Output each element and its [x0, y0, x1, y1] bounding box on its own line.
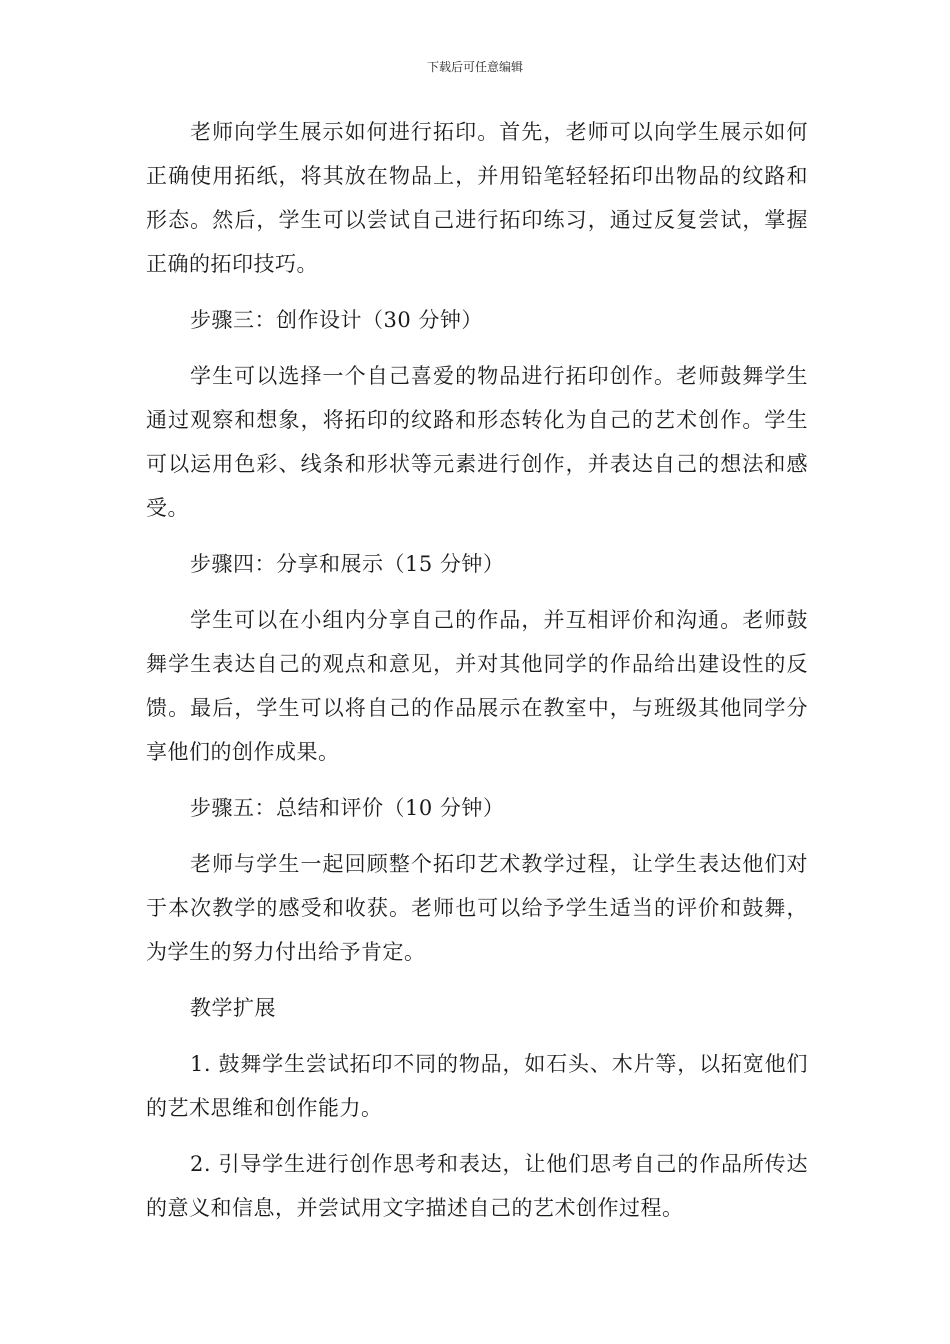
paragraph-summary-evaluation: 老师与学生一起回顾整个拓印艺术教学过程，让学生表达他们对于本次教学的感受和收获。老师也可以给予学生适当的评价和鼓舞，为学生的努力付出给予肯定。: [146, 852, 808, 964]
list-item-extension-2: 2. 引导学生进行创作思考和表达，让他们思考自己的作品所传达的意义和信息，并尝试用文字描述自己的艺术创作过程。: [146, 1152, 808, 1220]
list-item-extension-1: 1. 鼓舞学生尝试拓印不同的物品，如石头、木片等，以拓宽他们的艺术思维和创作能力。: [146, 1052, 808, 1120]
teaching-extension-heading: 教学扩展: [190, 996, 276, 1020]
document-body: [146, 110, 808, 1242]
paragraph-share-display: 学生可以在小组内分享自己的作品，并互相评价和沟通。老师鼓舞学生表达自己的观点和意见，并对其他同学的作品给出建设性的反馈。最后，学生可以将自己的作品展示在教室中，与班级其他同学分享他们的创作成果。: [146, 608, 808, 764]
step-four-heading: 步骤四：分享和展示（15 分钟）: [190, 552, 505, 576]
paragraph-creative-design: 学生可以选择一个自己喜爱的物品进行拓印创作。老师鼓舞学生通过观察和想象，将拓印的纹路和形态转化为自己的艺术创作。学生可以运用色彩、线条和形状等元素进行创作，并表达自己的想法和感受。: [146, 364, 808, 520]
paragraph-rubbing-demo: 老师向学生展示如何进行拓印。首先，老师可以向学生展示如何正确使用拓纸，将其放在物品上，并用铅笔轻轻拓印出物品的纹路和形态。然后，学生可以尝试自己进行拓印练习，通过反复尝试，掌握正确的拓印技巧。: [146, 120, 808, 276]
step-five-heading: 步骤五：总结和评价（10 分钟）: [190, 796, 505, 820]
page-header: 下载后可任意编辑: [426, 60, 523, 74]
step-three-heading: 步骤三：创作设计（30 分钟）: [190, 308, 483, 332]
